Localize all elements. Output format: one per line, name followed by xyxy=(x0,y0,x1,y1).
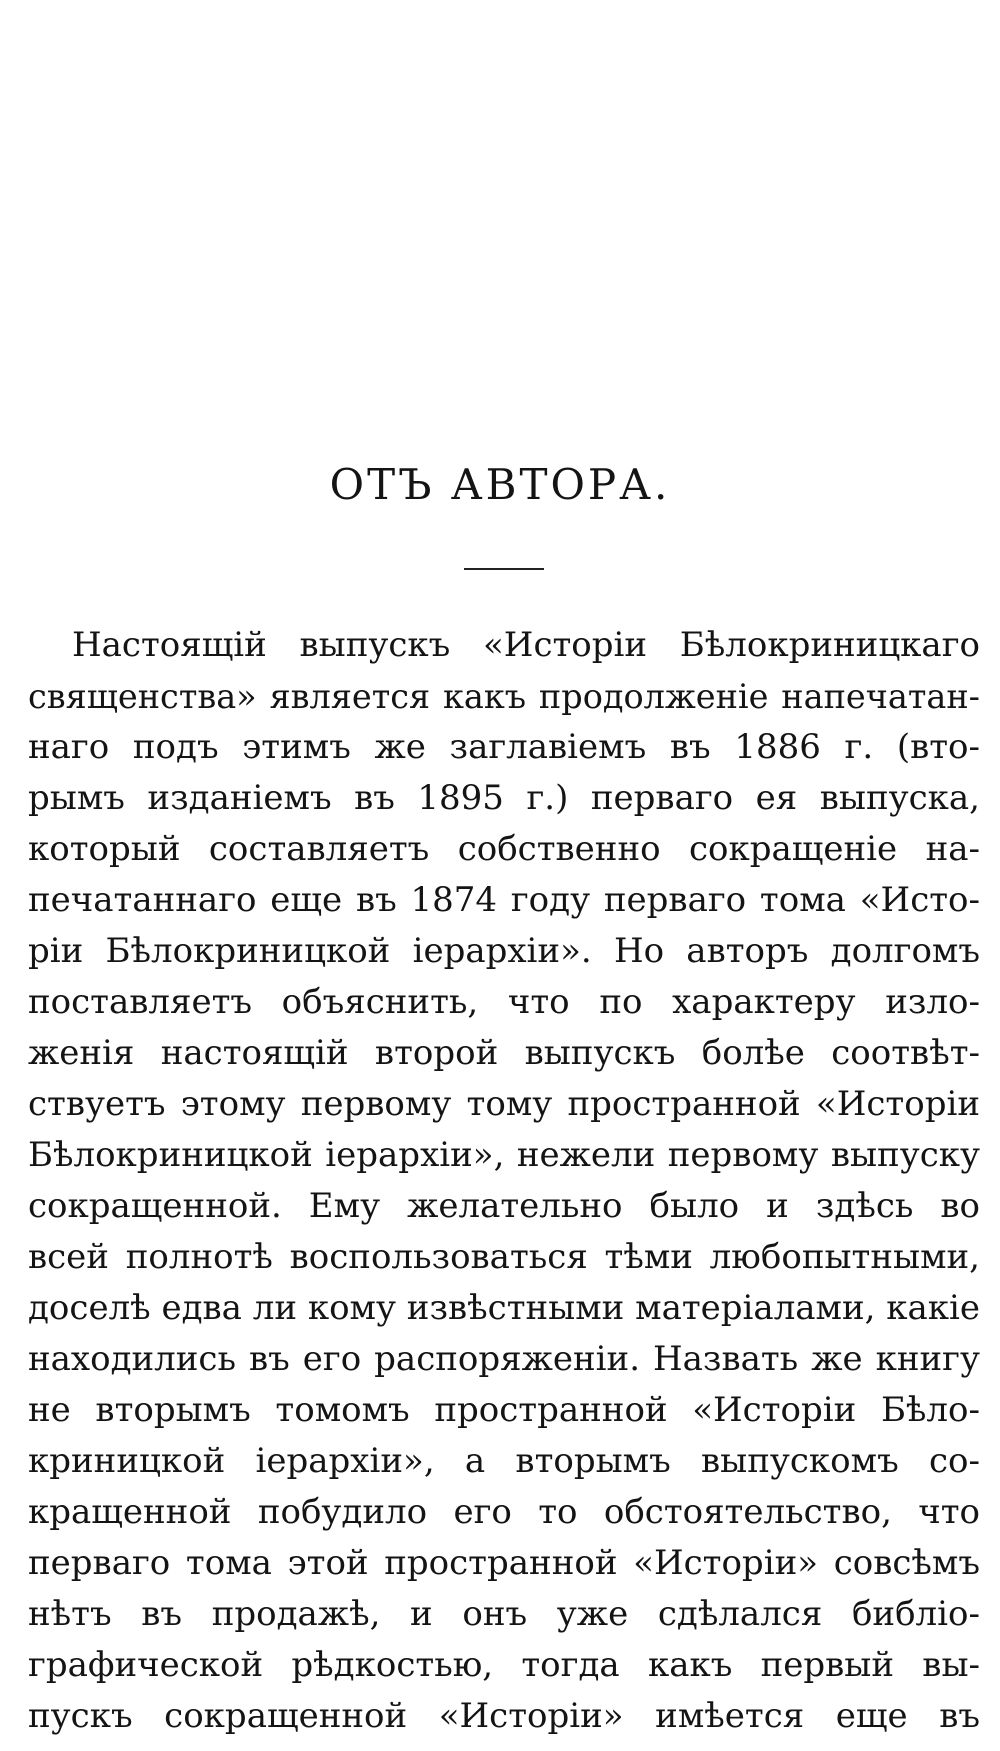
text-line: криницкой іерархіи», а вторымъ выпускомъ со- xyxy=(28,1441,980,1481)
page-title: ОТЪ АВТОРА. xyxy=(329,460,671,509)
text-line: Настоящій выпускъ «Исторіи Бѣлокриницкаго xyxy=(72,625,980,665)
text-line: женія настоящій второй выпускъ болѣе соотвѣт- xyxy=(28,1033,980,1073)
text-line: графической рѣдкостью, тогда какъ первый вы- xyxy=(28,1645,980,1685)
text-line: не вторымъ томомъ пространной «Исторіи Бѣло- xyxy=(28,1390,980,1430)
text-line: всей полнотѣ воспользоваться тѣми любопытными, xyxy=(28,1237,980,1277)
text-line: печатаннаго еще въ 1874 году перваго тома «Исто- xyxy=(28,880,980,920)
text-line: находились въ его распоряженіи. Назвать же книгу xyxy=(28,1339,980,1379)
text-line: сокращенной. Ему желательно было и здѣсь во xyxy=(28,1186,980,1226)
title-divider xyxy=(464,568,544,570)
text-line: поставляетъ объяснить, что по характеру изло- xyxy=(28,982,980,1022)
text-line: Бѣлокриницкой іерархіи», нежели первому выпуску xyxy=(28,1135,980,1175)
text-line: ствуетъ этому первому тому пространной «Исторіи xyxy=(28,1084,980,1124)
text-line: нѣтъ въ продажѣ, и онъ уже сдѣлался библіо- xyxy=(28,1594,980,1634)
text-line: священства» является какъ продолженіе напечатан- xyxy=(28,677,980,716)
text-line: который составляетъ собственно сокращеніе на- xyxy=(28,829,980,869)
text-line: наго подъ этимъ же заглавіемъ въ 1886 г. (вто- xyxy=(28,727,980,767)
text-line: пускъ сокращенной «Исторіи» имѣется еще въ xyxy=(28,1696,980,1736)
text-line: доселѣ едва ли кому извѣстными матеріалами, какіе xyxy=(28,1288,981,1328)
text-line: перваго тома этой пространной «Исторіи» совсѣмъ xyxy=(28,1543,980,1583)
text-line: ріи Бѣлокриницкой іерархіи». Но авторъ долгомъ xyxy=(28,931,980,971)
text-line: рымъ изданіемъ въ 1895 г.) перваго ея выпуска, xyxy=(28,778,980,818)
text-line: кращенной побудило его то обстоятельство, что xyxy=(28,1492,980,1532)
